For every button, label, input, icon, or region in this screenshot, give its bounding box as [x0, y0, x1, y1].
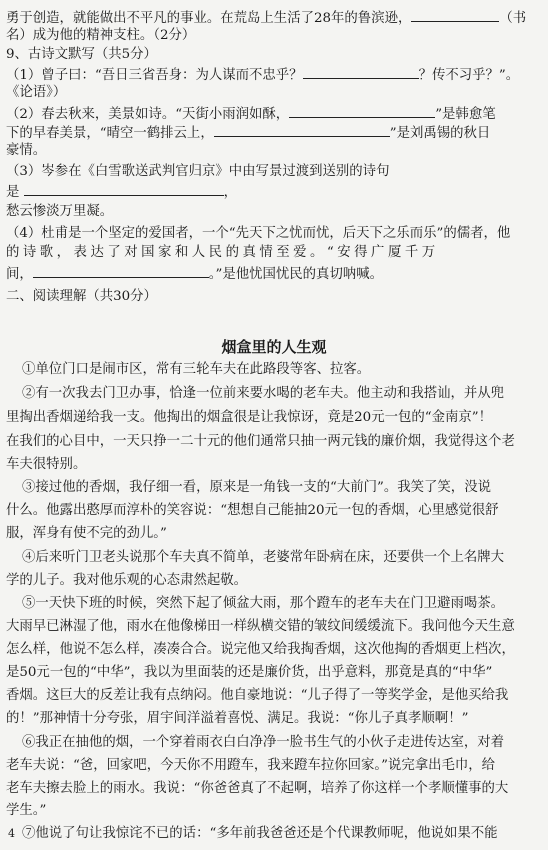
text-segment: 是 [6, 185, 20, 200]
text-segment: ？传不习乎？”。 [418, 68, 520, 83]
text-segment: （1）曾子曰：“吾日三省吾身：为人谋而不忠乎？ [6, 68, 303, 83]
paragraph-line: ④后来听门卫老头说那个车夫真不简单，老婆常年卧病在床，还要供一个上名牌大 [22, 550, 505, 565]
text-line [6, 123, 542, 143]
text-line [6, 104, 542, 124]
paragraph-line: 老车夫说：“爸，回家吧，今天你不用蹬车，我来蹬车拉你回家。”说完拿出毛巾，给 [6, 758, 496, 773]
answer-blank[interactable] [303, 65, 419, 79]
paragraph-line: 是50元一包的“中华”，我以为里面装的还是廉价货，出乎意料，那竟是真的“中华” [6, 665, 493, 680]
text-line: （4）杜甫是一个坚定的爱国者，一个“先天下之忧而忧，后天下之乐而乐”的儒者，他 [6, 226, 511, 241]
paragraph-line: 里掏出香烟递给我一支。他掏出的烟盒很是让我惊讶，竟是20元一包的“金南京”！ [6, 410, 493, 425]
answer-blank[interactable] [289, 104, 435, 118]
text-line [6, 264, 542, 284]
text-line: 豪情。 [6, 143, 47, 158]
paragraph-line: ⑥我正在抽他的烟，一个穿着雨衣白白净净一脸书生气的小伙子走进传达室，对着 [22, 735, 505, 750]
text-line [6, 182, 542, 202]
text-segment: 勇于创造，就能做出不平凡的事业。在荒岛上生活了28年的鲁滨逊， [6, 11, 412, 26]
paragraph-line: ②有一次我去门卫办事，恰逢一位前来要水喝的老车夫。他主动和我搭讪，并从兜 [22, 386, 505, 401]
text-line [6, 8, 542, 28]
paragraph-line: 什么。他露出憨厚而淳朴的笑容说：“想想自己能抽20元一包的香烟，心里感觉很舒 [6, 503, 499, 518]
page-number: 4 [8, 827, 15, 840]
paragraph-line: 老车夫擦去脸上的雨水。我说：“你爸爸真了不起啊，培养了你这样一个孝顺懂事的大 [6, 781, 509, 796]
text-segment: （书 [499, 11, 527, 26]
paragraph-line: 的！”那神情十分夸张，眉宇间洋溢着喜悦、满足。我说：“你儿子真孝顺啊！” [6, 711, 469, 726]
answer-blank[interactable] [411, 8, 499, 22]
paragraph-line: 车夫很特别。 [6, 457, 87, 472]
section-heading: 二、阅读理解（共30分） [6, 289, 157, 304]
question-heading: 9、古诗文默写（共5分） [6, 47, 157, 62]
text-line: （3）岑参在《白雪歌送武判官归京》中由写景过渡到送别的诗句 [6, 164, 390, 179]
paragraph-line: ⑤一天快下班的时候，突然下起了倾盆大雨，那个蹬车的老车夫在门卫避雨喝茶。 [22, 596, 505, 611]
text-line: 《论语》） [6, 85, 67, 100]
text-segment: 下的早春美景，“晴空一鹤排云上， [6, 126, 214, 141]
text-line: 愁云惨淡万里凝。 [6, 204, 114, 219]
answer-blank[interactable] [214, 123, 390, 137]
text-line: 名）成为他的精神支柱。（2分） [6, 28, 196, 43]
paragraph-line: 学的儿子。我对他乐观的心态肃然起敬。 [6, 573, 248, 588]
paragraph-line: ①单位门口是闹市区，常有三轮车夫在此路段等客、拉客。 [22, 362, 371, 377]
text-segment: 。”是他忧国忧民的真切呐喊。 [208, 267, 384, 282]
paragraph-line: ⑦他说了句让我惊诧不已的话：“多年前我爸爸还是个代课教师呢，他说如果不能 [22, 826, 498, 841]
text-segment: 间， [6, 267, 33, 282]
article-title: 烟盒里的人生观 [221, 338, 327, 356]
text-segment: ”是韩愈笔 [435, 107, 496, 122]
text-segment: （2）春去秋来，美景如诗。“天街小雨润如酥， [6, 107, 290, 122]
paragraph-line: 在我们的心目中，一天只挣一二十元的他们通常只抽一两元钱的廉价烟，我觉得这个老 [6, 434, 515, 449]
paragraph-line: 香烟。这巨大的反差让我有点纳闷。他自豪地说：“儿子得了一等奖学金，是他买给我 [6, 688, 509, 703]
answer-blank[interactable] [24, 182, 224, 196]
paragraph-line: ③接过他的香烟，我仔细一看，原来是一角钱一支的“大前门”。我笑了笑，没说 [22, 480, 491, 495]
paragraph-line: 怎么样，他说不怎么样，凑凑合合。说完他又给我掏香烟，这次他掏的香烟更上档次， [6, 642, 515, 657]
text-segment: ”是刘禹锡的秋日 [389, 126, 491, 141]
text-segment: ， [223, 185, 238, 200]
answer-blank[interactable] [33, 264, 209, 278]
paragraph-line: 服，浑身有使不完的劲儿。” [6, 526, 167, 541]
text-line: 的诗歌，表达了对国家和人民的真情至爱。“安得广厦千万 [6, 245, 439, 260]
text-line [6, 65, 542, 85]
paragraph-line: 学生。” [6, 803, 47, 818]
paragraph-line: 大雨早已淋湿了他，雨水在他像梯田一样纵横交错的皱纹间缓缓流下。我问他今天生意 [6, 619, 515, 634]
